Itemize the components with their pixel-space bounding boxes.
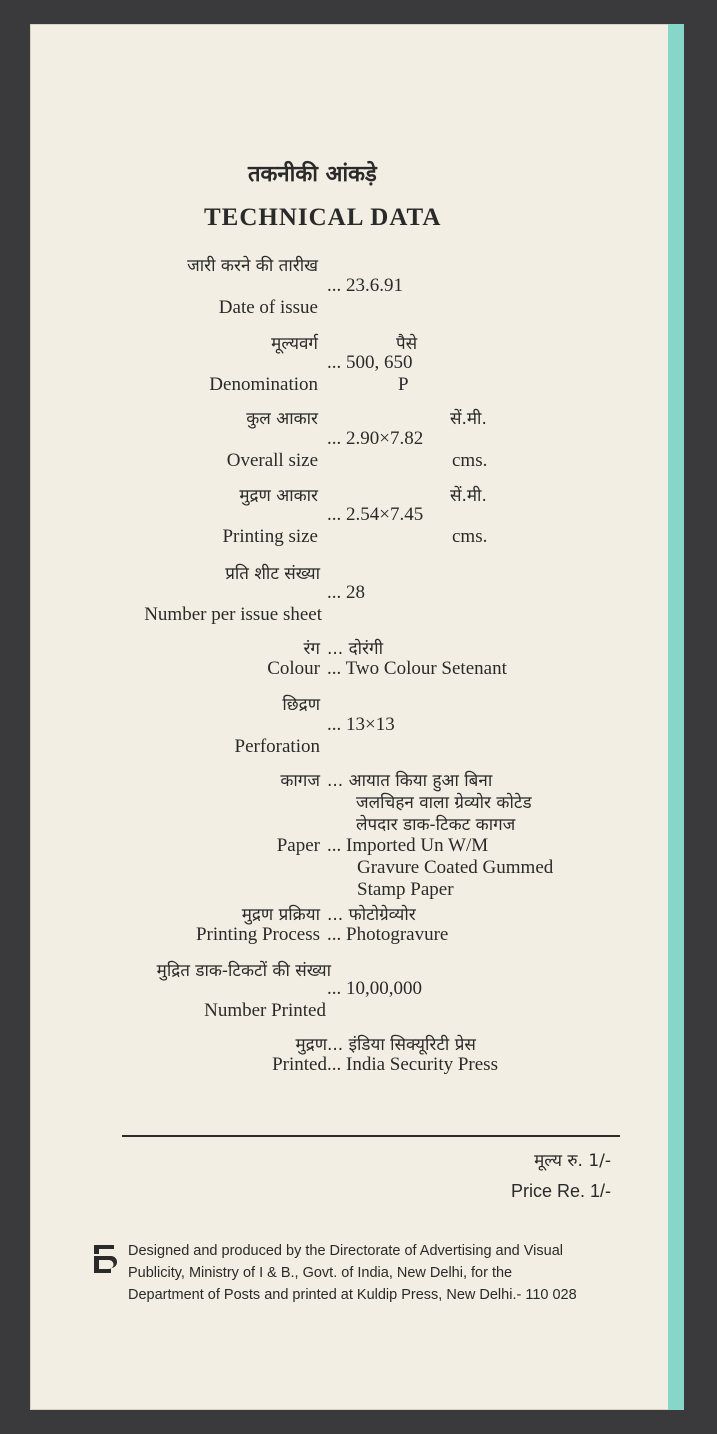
colour-label-hindi: रंग [303, 639, 320, 659]
paper-value-english-line1: ... Imported Un W/M [327, 835, 489, 856]
process-label-english: Printing Process [195, 924, 320, 945]
perforation-value: ... 13×13 [327, 714, 395, 735]
dav-p-logo-icon [91, 1242, 117, 1276]
footer-line-1: Designed and produced by the Directorate of Advertising and Visual [128, 1243, 564, 1259]
printing-size-label-hindi: मुद्रण आकार [239, 486, 318, 506]
denomination-value: ... 500, 650 [327, 352, 413, 373]
paper-value-hindi-line3: लेपदार डाक-टिकट कागज [356, 815, 516, 835]
printer-label-english: Printed [272, 1054, 327, 1075]
printed-count-label-english: Number Printed [204, 1000, 326, 1021]
process-value-english: ... Photogravure [327, 924, 449, 945]
footer-line-3: Department of Posts and printed at Kuldip Press, New Delhi.- 110 028 [128, 1287, 577, 1303]
price-english: Price Re. 1/- [510, 1181, 611, 1201]
date-label-hindi: जारी करने की तारीख [187, 256, 318, 276]
printing-size-label-english: Printing size [222, 526, 318, 547]
sheet-count-label-hindi: प्रति शीट संख्या [225, 564, 320, 584]
horizontal-divider [122, 1135, 620, 1137]
date-value: ... 23.6.91 [327, 275, 403, 296]
paper-value-english-line2: Gravure Coated Gummed [357, 857, 554, 878]
printed-count-label-hindi: मुद्रित डाक-टिकटों की संख्या [156, 961, 331, 981]
paper-value-hindi-line1: ... आयात किया हुआ बिना [327, 771, 493, 791]
date-label-english: Date of issue [218, 297, 318, 318]
denomination-label-english: Denomination [209, 374, 318, 395]
footer-line-2: Publicity, Ministry of I & B., Govt. of India, New Delhi, for the [128, 1265, 513, 1281]
perforation-label-english: Perforation [234, 736, 320, 757]
printing-size-value: ... 2.54×7.45 [327, 504, 424, 525]
overall-size-unit-english: cms. [452, 450, 488, 471]
sheet-count-label-english: Number per issue sheet [144, 604, 322, 625]
heading-english: TECHNICAL DATA [204, 204, 442, 231]
printing-size-unit-english: cms. [452, 526, 488, 547]
denomination-label-hindi: मूल्यवर्ग [271, 334, 318, 354]
paper-label-hindi: कागज [280, 771, 320, 791]
printed-count-value: ... 10,00,000 [327, 978, 422, 999]
heading-hindi: तकनीकी आंकड़े [248, 162, 377, 187]
sheet-count-value: ... 28 [327, 582, 365, 603]
printer-label-hindi: मुद्रण [295, 1035, 327, 1055]
colour-label-english: Colour [267, 658, 320, 679]
denomination-unit-hindi: पैसे [396, 334, 418, 354]
process-label-hindi: मुद्रण प्रक्रिया [241, 905, 320, 925]
process-value-hindi: ... फोटोग्रेव्योर [327, 905, 416, 925]
printer-value-english: ... India Security Press [327, 1054, 498, 1075]
overall-size-unit-hindi: सें.मी. [450, 409, 487, 429]
colour-value-hindi: ... दोरंगी [327, 639, 383, 659]
printing-size-unit-hindi: सें.मी. [450, 486, 487, 506]
overall-size-value: ... 2.90×7.82 [327, 428, 424, 449]
footer-credit [128, 1240, 577, 1306]
denomination-unit-english: P [398, 374, 409, 395]
paper-value-hindi-line2: जलचिहन वाला ग्रेव्योर कोटेड [356, 793, 532, 813]
paper-label-english: Paper [276, 835, 320, 856]
colour-value-english: ... Two Colour Setenant [327, 658, 507, 679]
perforation-label-hindi: छिद्रण [282, 695, 320, 715]
overall-size-label-hindi: कुल आकार [246, 409, 318, 429]
paper-value-english-line3: Stamp Paper [357, 879, 454, 900]
printer-value-hindi: ... इंडिया सिक्यूरिटी प्रेस [327, 1035, 476, 1055]
overall-size-label-english: Overall size [226, 450, 318, 471]
price-hindi: मूल्य रु. 1/- [534, 1151, 611, 1171]
teal-edge-strip [668, 24, 684, 1410]
